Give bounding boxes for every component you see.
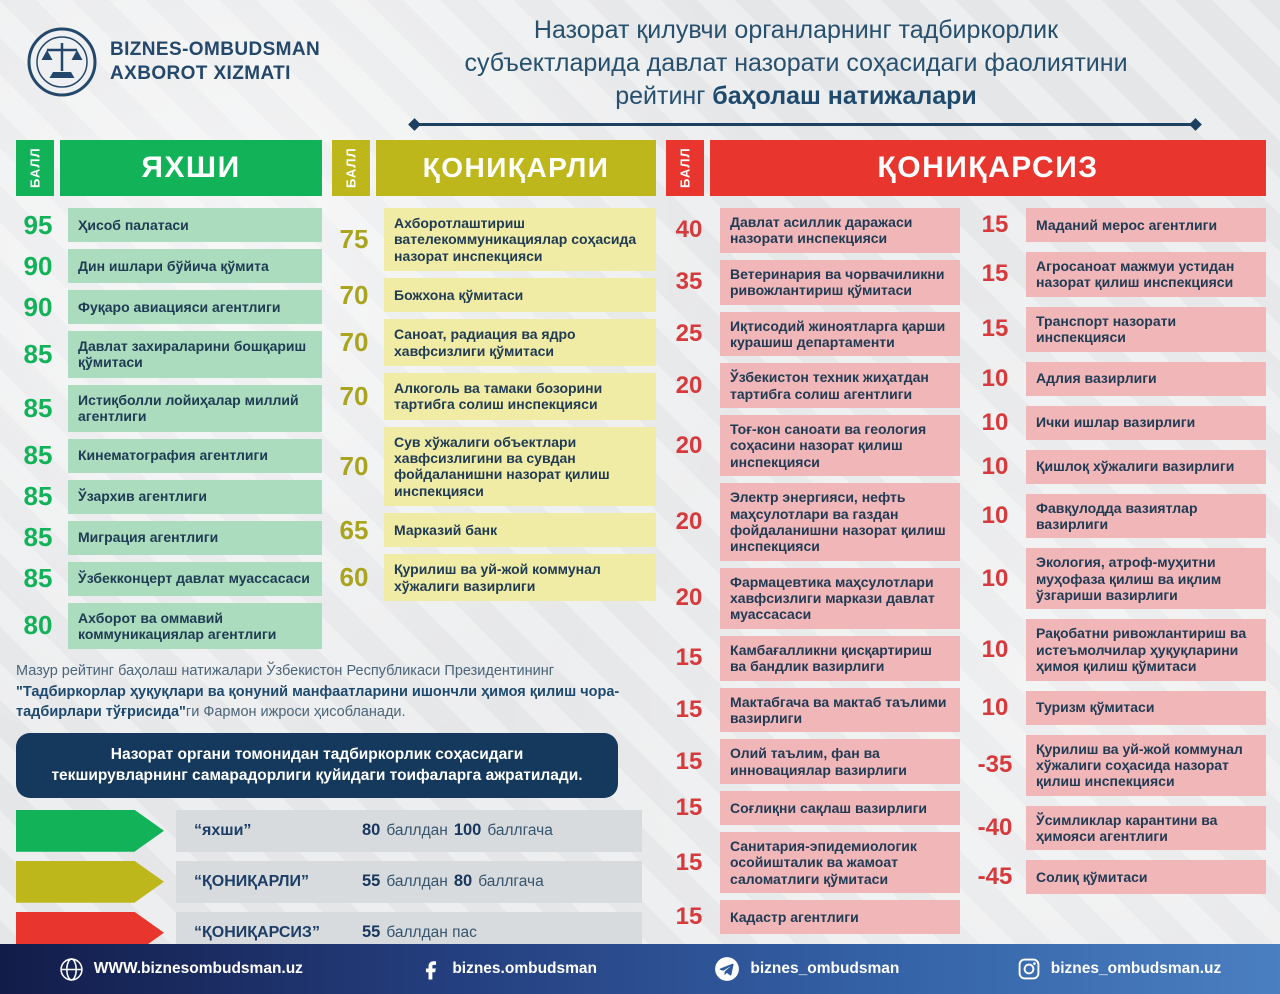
rating-score: 15 bbox=[675, 695, 703, 723]
satisfactory-items-list bbox=[332, 208, 656, 601]
title-line1: Назорат қилувчи органларнинг тадбиркорлик bbox=[533, 16, 1059, 44]
rating-agency-label: Кадастр агентлиги bbox=[720, 900, 960, 934]
rating-score: 15 bbox=[675, 644, 703, 672]
rating-agency-label: Санитария-эпидемиологик осойишталик ва жамоат саломатлиги қўмитаси bbox=[720, 832, 960, 893]
column-good bbox=[16, 140, 322, 649]
rating-row bbox=[972, 208, 1266, 242]
rating-score: 85 bbox=[23, 522, 53, 552]
rating-row bbox=[666, 636, 960, 681]
decree-note bbox=[16, 661, 640, 723]
rating-agency-label: Давлат захираларини бошқариш қўмитаси bbox=[68, 331, 322, 378]
rating-score: 60 bbox=[339, 562, 369, 592]
legend-label: “яхши” bbox=[194, 821, 252, 839]
rating-row bbox=[972, 806, 1266, 851]
legend-arrow-satisfactory bbox=[16, 861, 164, 903]
rating-score: 40 bbox=[675, 216, 703, 244]
legend-range-to: 80 bbox=[453, 872, 473, 891]
good-items-list bbox=[16, 208, 322, 649]
score-axis-label: БАЛЛ bbox=[666, 140, 704, 196]
rating-row bbox=[16, 249, 322, 283]
column-satisfactory-header: ҚОНИҚАРЛИ bbox=[376, 140, 656, 196]
categories-callout: Назорат органи томонидан тадбиркорлик соҳасидаги текширувларнинг самарадорлиги қуйидаги тоифаларга ажратилади. bbox=[16, 733, 618, 798]
rating-score: 70 bbox=[339, 327, 369, 357]
rating-agency-label: Марказий банк bbox=[384, 513, 656, 547]
rating-row bbox=[666, 415, 960, 476]
instagram-icon bbox=[1017, 957, 1041, 981]
rating-row bbox=[16, 331, 322, 378]
rating-score: 90 bbox=[23, 250, 53, 281]
rating-agency-label: Иқтисодий жиноятларга қарши курашиш департаменти bbox=[720, 312, 960, 357]
rating-board bbox=[16, 140, 1266, 954]
footer-instagram-text: biznes_ombudsman.uz bbox=[1050, 960, 1222, 977]
rating-agency-label: Истиқболли лойиҳалар миллий агентлиги bbox=[68, 385, 322, 432]
rating-agency-label: Адлия вазирлиги bbox=[1026, 362, 1266, 396]
note-decree-title: "Тадбиркорлар ҳуқуқлари ва қонуний манфаатларини ишончли ҳимоя қилиш чора-тадбирлари тўғрисида" bbox=[16, 683, 620, 721]
rating-agency-label: Маданий мерос агентлиги bbox=[1026, 208, 1266, 242]
column-good-head bbox=[16, 140, 322, 196]
rating-agency-label: Ўзархив агентлиги bbox=[68, 480, 322, 514]
legend-range-from: 55 bbox=[362, 923, 381, 942]
note-part1: Мазур рейтинг баҳолаш натижалари Ўзбекистон Республикаси Президентининг bbox=[16, 663, 555, 680]
rating-row bbox=[666, 312, 960, 357]
rating-score: 10 bbox=[981, 635, 1009, 663]
rating-score: 20 bbox=[675, 371, 703, 399]
divider-line bbox=[419, 123, 1191, 126]
footer-website-link[interactable] bbox=[59, 957, 303, 982]
rating-row bbox=[332, 319, 656, 366]
column-unsatisfactory-head bbox=[666, 140, 1266, 196]
globe-icon bbox=[59, 957, 84, 982]
rating-score: 15 bbox=[675, 903, 703, 931]
rating-row bbox=[16, 208, 322, 242]
rating-agency-label: Қурилиш ва уй-жой коммунал хўжалиги вазирлиги bbox=[384, 554, 656, 601]
divider-diamond-left bbox=[408, 118, 421, 131]
rating-agency-label: Фармацевтика маҳсулотлари хавфсизлиги маркази давлат муассасаси bbox=[720, 568, 960, 629]
rating-row bbox=[666, 900, 960, 934]
rating-score: 15 bbox=[981, 260, 1009, 288]
rating-agency-label: Камбағалликни қисқартириш ва бандлик вазирлиги bbox=[720, 636, 960, 681]
rating-agency-label: Сув хўжалиги объектлари хавфсизлигини ва сувдан фойдаланишни назорат қилиш инспекцияси bbox=[384, 427, 656, 507]
telegram-icon bbox=[714, 956, 740, 982]
rating-row bbox=[332, 513, 656, 547]
facebook-icon bbox=[420, 958, 442, 980]
rating-agency-label: Солиқ қўмитаси bbox=[1026, 860, 1266, 894]
rating-row bbox=[972, 450, 1266, 484]
legend-box-satisfactory bbox=[176, 861, 642, 903]
rating-score: 85 bbox=[23, 563, 53, 593]
rating-row bbox=[972, 252, 1266, 297]
rating-agency-label: Фуқаро авиацияси агентлиги bbox=[68, 290, 322, 324]
footer-instagram-link[interactable] bbox=[1017, 957, 1222, 981]
legend-row-satisfactory bbox=[16, 861, 642, 903]
rating-agency-label: Рақобатни ривожлантириш ва истеъмолчилар ҳуқуқларини ҳимоя қилиш қўмитаси bbox=[1026, 619, 1266, 680]
legend-arrow-good bbox=[16, 810, 164, 852]
score-axis-label: БАЛЛ bbox=[16, 140, 54, 196]
rating-row bbox=[332, 208, 656, 271]
rating-row bbox=[666, 568, 960, 629]
legend-range bbox=[362, 923, 477, 942]
rating-score: 65 bbox=[339, 514, 369, 545]
rating-row bbox=[666, 260, 960, 305]
legend-range-text1: баллдан bbox=[386, 873, 448, 891]
legend-range-text1: баллдан пас bbox=[386, 924, 477, 942]
logo-text bbox=[110, 38, 320, 86]
rating-score: 15 bbox=[675, 848, 703, 876]
rating-row bbox=[972, 691, 1266, 725]
rating-row bbox=[666, 483, 960, 561]
title-line3-bold: баҳолаш натижалари bbox=[712, 82, 977, 110]
footer-telegram-text: biznes_ombudsman bbox=[750, 960, 900, 977]
rating-row bbox=[972, 494, 1266, 539]
legend-box-good bbox=[176, 810, 642, 852]
rating-agency-label: Саноат, радиация ва ядро хавфсизлиги қўмитаси bbox=[384, 319, 656, 366]
title-line2: субъектларида давлат назорати соҳасидаги фаолиятини bbox=[464, 49, 1128, 77]
column-satisfactory bbox=[332, 140, 656, 601]
legend-range bbox=[362, 821, 553, 840]
footer-facebook-link[interactable] bbox=[420, 958, 597, 980]
rating-agency-label: Алкоголь ва тамаки бозорини тартибга солиш инспекцияси bbox=[384, 373, 656, 420]
rating-row bbox=[972, 406, 1266, 440]
rating-agency-label: Транспорт назорати инспекцияси bbox=[1026, 307, 1266, 352]
rating-agency-label: Тоғ-кон саноати ва геология соҳасини назорат қилиш инспекцияси bbox=[720, 415, 960, 476]
rating-score: 70 bbox=[339, 279, 369, 310]
rating-score: -35 bbox=[977, 751, 1013, 779]
rating-agency-label: Миграция агентлиги bbox=[68, 521, 322, 555]
rating-row bbox=[666, 208, 960, 253]
rating-agency-label: Ўзбекистон техник жиҳатдан тартибга солиш агентлиги bbox=[720, 363, 960, 408]
rating-score: 85 bbox=[23, 481, 53, 511]
rating-agency-label: Агросаноат мажмуи устидан назорат қилиш инспекцияси bbox=[1026, 252, 1266, 297]
legend-range-text1: баллдан bbox=[386, 822, 448, 840]
rating-row bbox=[16, 290, 322, 324]
rating-row bbox=[332, 373, 656, 420]
rating-agency-label: Ички ишлар вазирлиги bbox=[1026, 406, 1266, 440]
rating-agency-label: Ахборот ва оммавий коммуникациялар агентлиги bbox=[68, 603, 322, 650]
rating-score: 70 bbox=[339, 380, 369, 411]
logo bbox=[26, 26, 320, 98]
unsatisfactory-items-right bbox=[972, 208, 1266, 934]
rating-agency-label: Туризм қўмитаси bbox=[1026, 691, 1266, 725]
title-line3-regular: рейтинг bbox=[615, 82, 713, 110]
rating-score: 95 bbox=[23, 209, 53, 240]
rating-row bbox=[666, 739, 960, 784]
unsatisfactory-body bbox=[666, 208, 1266, 934]
unsatisfactory-items-left bbox=[666, 208, 960, 934]
rating-agency-label: Соғлиқни сақлаш вазирлиги bbox=[720, 791, 960, 825]
rating-row bbox=[972, 619, 1266, 680]
rating-score: 85 bbox=[23, 338, 53, 369]
footer-telegram-link[interactable] bbox=[714, 956, 899, 982]
rating-agency-label: Экология, атроф-муҳитни муҳофаза қилиш ва иқлим ўзгариши вазирлиги bbox=[1026, 548, 1266, 609]
rating-agency-label: Олий таълим, фан ва инновациялар вазирлиги bbox=[720, 739, 960, 784]
legend-label: “ҚОНИҚАРЛИ” bbox=[194, 872, 309, 890]
rating-agency-label: Ветеринария ва чорвачиликни ривожлантириш қўмитаси bbox=[720, 260, 960, 305]
footer-website-text: WWW.biznesombudsman.uz bbox=[93, 960, 303, 977]
rating-agency-label: Электр энергияси, нефть маҳсулотлари ва газдан фойдаланишни назорат қилиш инспекцияси bbox=[720, 483, 960, 561]
rating-score: 15 bbox=[675, 747, 703, 775]
rating-row bbox=[972, 735, 1266, 796]
legend-label: “ҚОНИҚАРСИЗ” bbox=[194, 923, 320, 941]
page-title bbox=[330, 14, 1262, 113]
rating-row bbox=[16, 480, 322, 514]
legend-range bbox=[362, 872, 544, 891]
legend-range-from: 55 bbox=[362, 872, 381, 891]
rating-score: 85 bbox=[23, 440, 53, 470]
rating-row bbox=[972, 860, 1266, 894]
rating-score: 20 bbox=[675, 584, 703, 612]
rating-row bbox=[972, 307, 1266, 352]
column-unsatisfactory bbox=[666, 140, 1266, 934]
explanation-section bbox=[16, 649, 656, 953]
rating-agency-label: Божхона қўмитаси bbox=[384, 278, 656, 312]
legend-row-good bbox=[16, 810, 642, 852]
rating-agency-label: Қишлоқ хўжалиги вазирлиги bbox=[1026, 450, 1266, 484]
rating-agency-label: Ўзбекконцерт давлат муассасаси bbox=[68, 562, 322, 596]
rating-row bbox=[332, 554, 656, 601]
rating-score: 20 bbox=[675, 431, 703, 459]
note-part2: ги Фармон ижроси ҳисобланади. bbox=[185, 704, 406, 721]
ombudsman-seal-icon bbox=[26, 26, 98, 98]
column-unsatisfactory-header: ҚОНИҚАРСИЗ bbox=[710, 140, 1266, 196]
footer-facebook-text: biznes.ombudsman bbox=[452, 960, 597, 977]
title-divider bbox=[410, 120, 1200, 129]
rating-agency-label: Ахборотлаштириш вателекоммуникациялар соҳасида назорат инспекцияси bbox=[384, 208, 656, 271]
logo-line1: BIZNES-OMBUDSMAN bbox=[110, 39, 321, 61]
rating-score: 10 bbox=[981, 564, 1009, 592]
rating-score: 80 bbox=[23, 610, 53, 641]
rating-score: 20 bbox=[675, 507, 703, 535]
rating-agency-label: Ўсимликлар карантини ва ҳимояси агентлиги bbox=[1026, 806, 1266, 851]
legend-range-text2: баллгача bbox=[478, 873, 544, 891]
rating-row bbox=[16, 562, 322, 596]
rating-row bbox=[666, 363, 960, 408]
legend-range-to: 100 bbox=[453, 821, 482, 840]
rating-score: 10 bbox=[981, 408, 1009, 436]
rating-agency-label: Кинематография агентлиги bbox=[68, 439, 322, 473]
rating-row bbox=[666, 791, 960, 825]
logo-line2: AXBOROT XIZMATI bbox=[110, 63, 291, 84]
rating-agency-label: Давлат асиллик даражаси назорати инспекцияси bbox=[720, 208, 960, 253]
rating-row bbox=[16, 385, 322, 432]
rating-score: 15 bbox=[981, 211, 1009, 238]
rating-score: 85 bbox=[23, 392, 53, 423]
rating-agency-label: Мактабгача ва мактаб таълими вазирлиги bbox=[720, 688, 960, 733]
rating-score: 70 bbox=[339, 450, 369, 481]
score-axis-label: БАЛЛ bbox=[332, 140, 370, 196]
legend-range-text2: баллгача bbox=[487, 822, 553, 840]
column-satisfactory-head bbox=[332, 140, 656, 196]
rating-agency-label: Ҳисоб палатаси bbox=[68, 208, 322, 242]
rating-row bbox=[16, 603, 322, 650]
rating-row bbox=[332, 427, 656, 507]
rating-row bbox=[332, 278, 656, 312]
rating-score: -45 bbox=[977, 863, 1013, 891]
legend-range-from: 80 bbox=[362, 821, 381, 840]
rating-score: 10 bbox=[981, 693, 1009, 721]
column-good-header: ЯХШИ bbox=[60, 140, 322, 196]
divider-diamond-right bbox=[1189, 118, 1202, 131]
rating-row bbox=[972, 548, 1266, 609]
rating-score: 15 bbox=[675, 794, 703, 821]
rating-score: 90 bbox=[23, 291, 53, 322]
rating-score: 35 bbox=[675, 268, 703, 296]
rating-agency-label: Дин ишлари бўйича қўмита bbox=[68, 249, 322, 283]
rating-score: 10 bbox=[981, 364, 1009, 392]
rating-score: -40 bbox=[977, 814, 1013, 841]
rating-score: 25 bbox=[675, 319, 703, 347]
footer bbox=[0, 944, 1280, 994]
rating-row bbox=[666, 688, 960, 733]
rating-score: 10 bbox=[981, 501, 1009, 529]
rating-score: 75 bbox=[339, 224, 369, 255]
rating-score: 15 bbox=[981, 315, 1009, 343]
rating-row bbox=[16, 439, 322, 473]
rating-row bbox=[16, 521, 322, 555]
rating-row bbox=[666, 832, 960, 893]
rating-row bbox=[972, 362, 1266, 396]
rating-score: 10 bbox=[981, 452, 1009, 480]
rating-agency-label: Фавқулодда вазиятлар вазирлиги bbox=[1026, 494, 1266, 539]
legend bbox=[16, 810, 642, 954]
rating-agency-label: Қурилиш ва уй-жой коммунал хўжалиги соҳасида назорат қилиш инспекцияси bbox=[1026, 735, 1266, 796]
